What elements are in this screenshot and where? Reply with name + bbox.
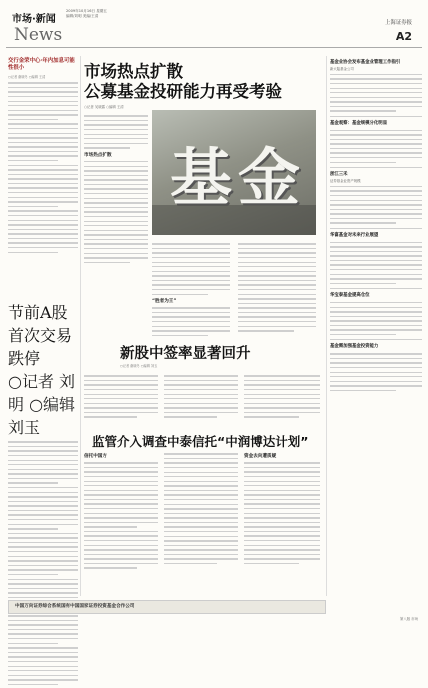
lead-body-col-1 — [84, 112, 148, 266]
ad-banner-text: 中国万向证券综合系统国有中国国家证券投资基金合作公司 — [15, 604, 135, 609]
left-article-body — [8, 82, 78, 253]
ad-banner — [8, 600, 326, 614]
lead-subhead-1: 市场热点扩散 — [84, 152, 112, 158]
left-article-byline: ○记者 谢晓冬 ○编辑 王清 — [8, 75, 46, 79]
right-item-4-title: 华富基金对未来行业展望 — [330, 232, 379, 238]
page-footer: 第八版 市场 — [399, 617, 418, 621]
paper-name: 上海证券报 — [385, 20, 412, 26]
date-line — [66, 9, 107, 19]
right-item-2-title: 基金观察：基金规模分化明显 — [330, 120, 388, 126]
lead-subhead-2: “胜者为王” — [152, 299, 177, 305]
article-3-body-col-1 — [84, 450, 158, 572]
article-2-body-col-2 — [164, 372, 238, 421]
lead-body-col-3 — [238, 240, 316, 335]
editors: 编辑/刘明 美编/王清 — [66, 14, 99, 18]
left-column-lower — [8, 300, 78, 688]
right-item-1-sub: 新大陆基金公司 — [330, 66, 354, 71]
masthead-rule — [6, 47, 422, 48]
masthead — [6, 4, 422, 48]
column-divider — [80, 56, 81, 596]
left-article-title: 交行金荣中心·年内加息可能性很小 — [8, 58, 75, 71]
left-article-2-byline: ○记者 刘明 ○编辑 刘玉 — [8, 372, 76, 437]
left-article-2-body — [8, 441, 78, 685]
article-2-headline: 新股中签率显著回升 — [120, 346, 251, 362]
lead-photo — [152, 110, 316, 235]
lead-body-col-2 — [152, 240, 230, 339]
right-item-6-title: 基金需加强基金投资能力 — [330, 344, 379, 350]
right-item-1-title: 基金业协会发布基金业管理工作指引 — [330, 60, 401, 65]
article-3-subhead-2: 资金去向遭质疑 — [244, 454, 277, 459]
article-2-byline: ○记者 谢晓冬 ○编辑 刘玉 — [120, 364, 158, 368]
article-2-body-col-1 — [84, 372, 158, 421]
column-divider — [326, 56, 327, 596]
right-item-3-sub: 证券基金业资产规模 — [330, 178, 361, 183]
right-item-3-title: 浙江三禾 — [330, 172, 348, 178]
section-title-en: News — [14, 25, 63, 45]
page-number: A2 — [395, 30, 412, 43]
date: 2009年10月16日 星期五 — [66, 9, 107, 13]
right-item-5-title: 华宝泰基金提高仓位 — [330, 293, 370, 299]
photo-sign-text: 基金 — [170, 141, 307, 214]
article-3-body-col-3 — [244, 450, 320, 567]
lead-headline-line-1: 市场热点扩散 — [84, 62, 183, 81]
section-title: 市场·新闻 — [12, 14, 56, 25]
left-article-2-title: 节前A股首次交易跌停 — [8, 303, 73, 368]
lead-byline: ○记者 吴晓露 ○编辑 王清 — [84, 105, 124, 109]
article-2-body-col-3 — [244, 372, 320, 421]
lead-headline-line-2: 公募基金投研能力再受考验 — [84, 82, 282, 101]
article-3-body-col-2 — [164, 450, 238, 568]
article-3-subhead-1: 信托中国方 — [84, 454, 107, 459]
article-3-headline: 监管介入调查中泰信托“中润博达计划” — [92, 434, 309, 449]
right-column — [330, 56, 422, 394]
lead-headline-block — [84, 62, 316, 109]
left-column — [8, 58, 78, 256]
